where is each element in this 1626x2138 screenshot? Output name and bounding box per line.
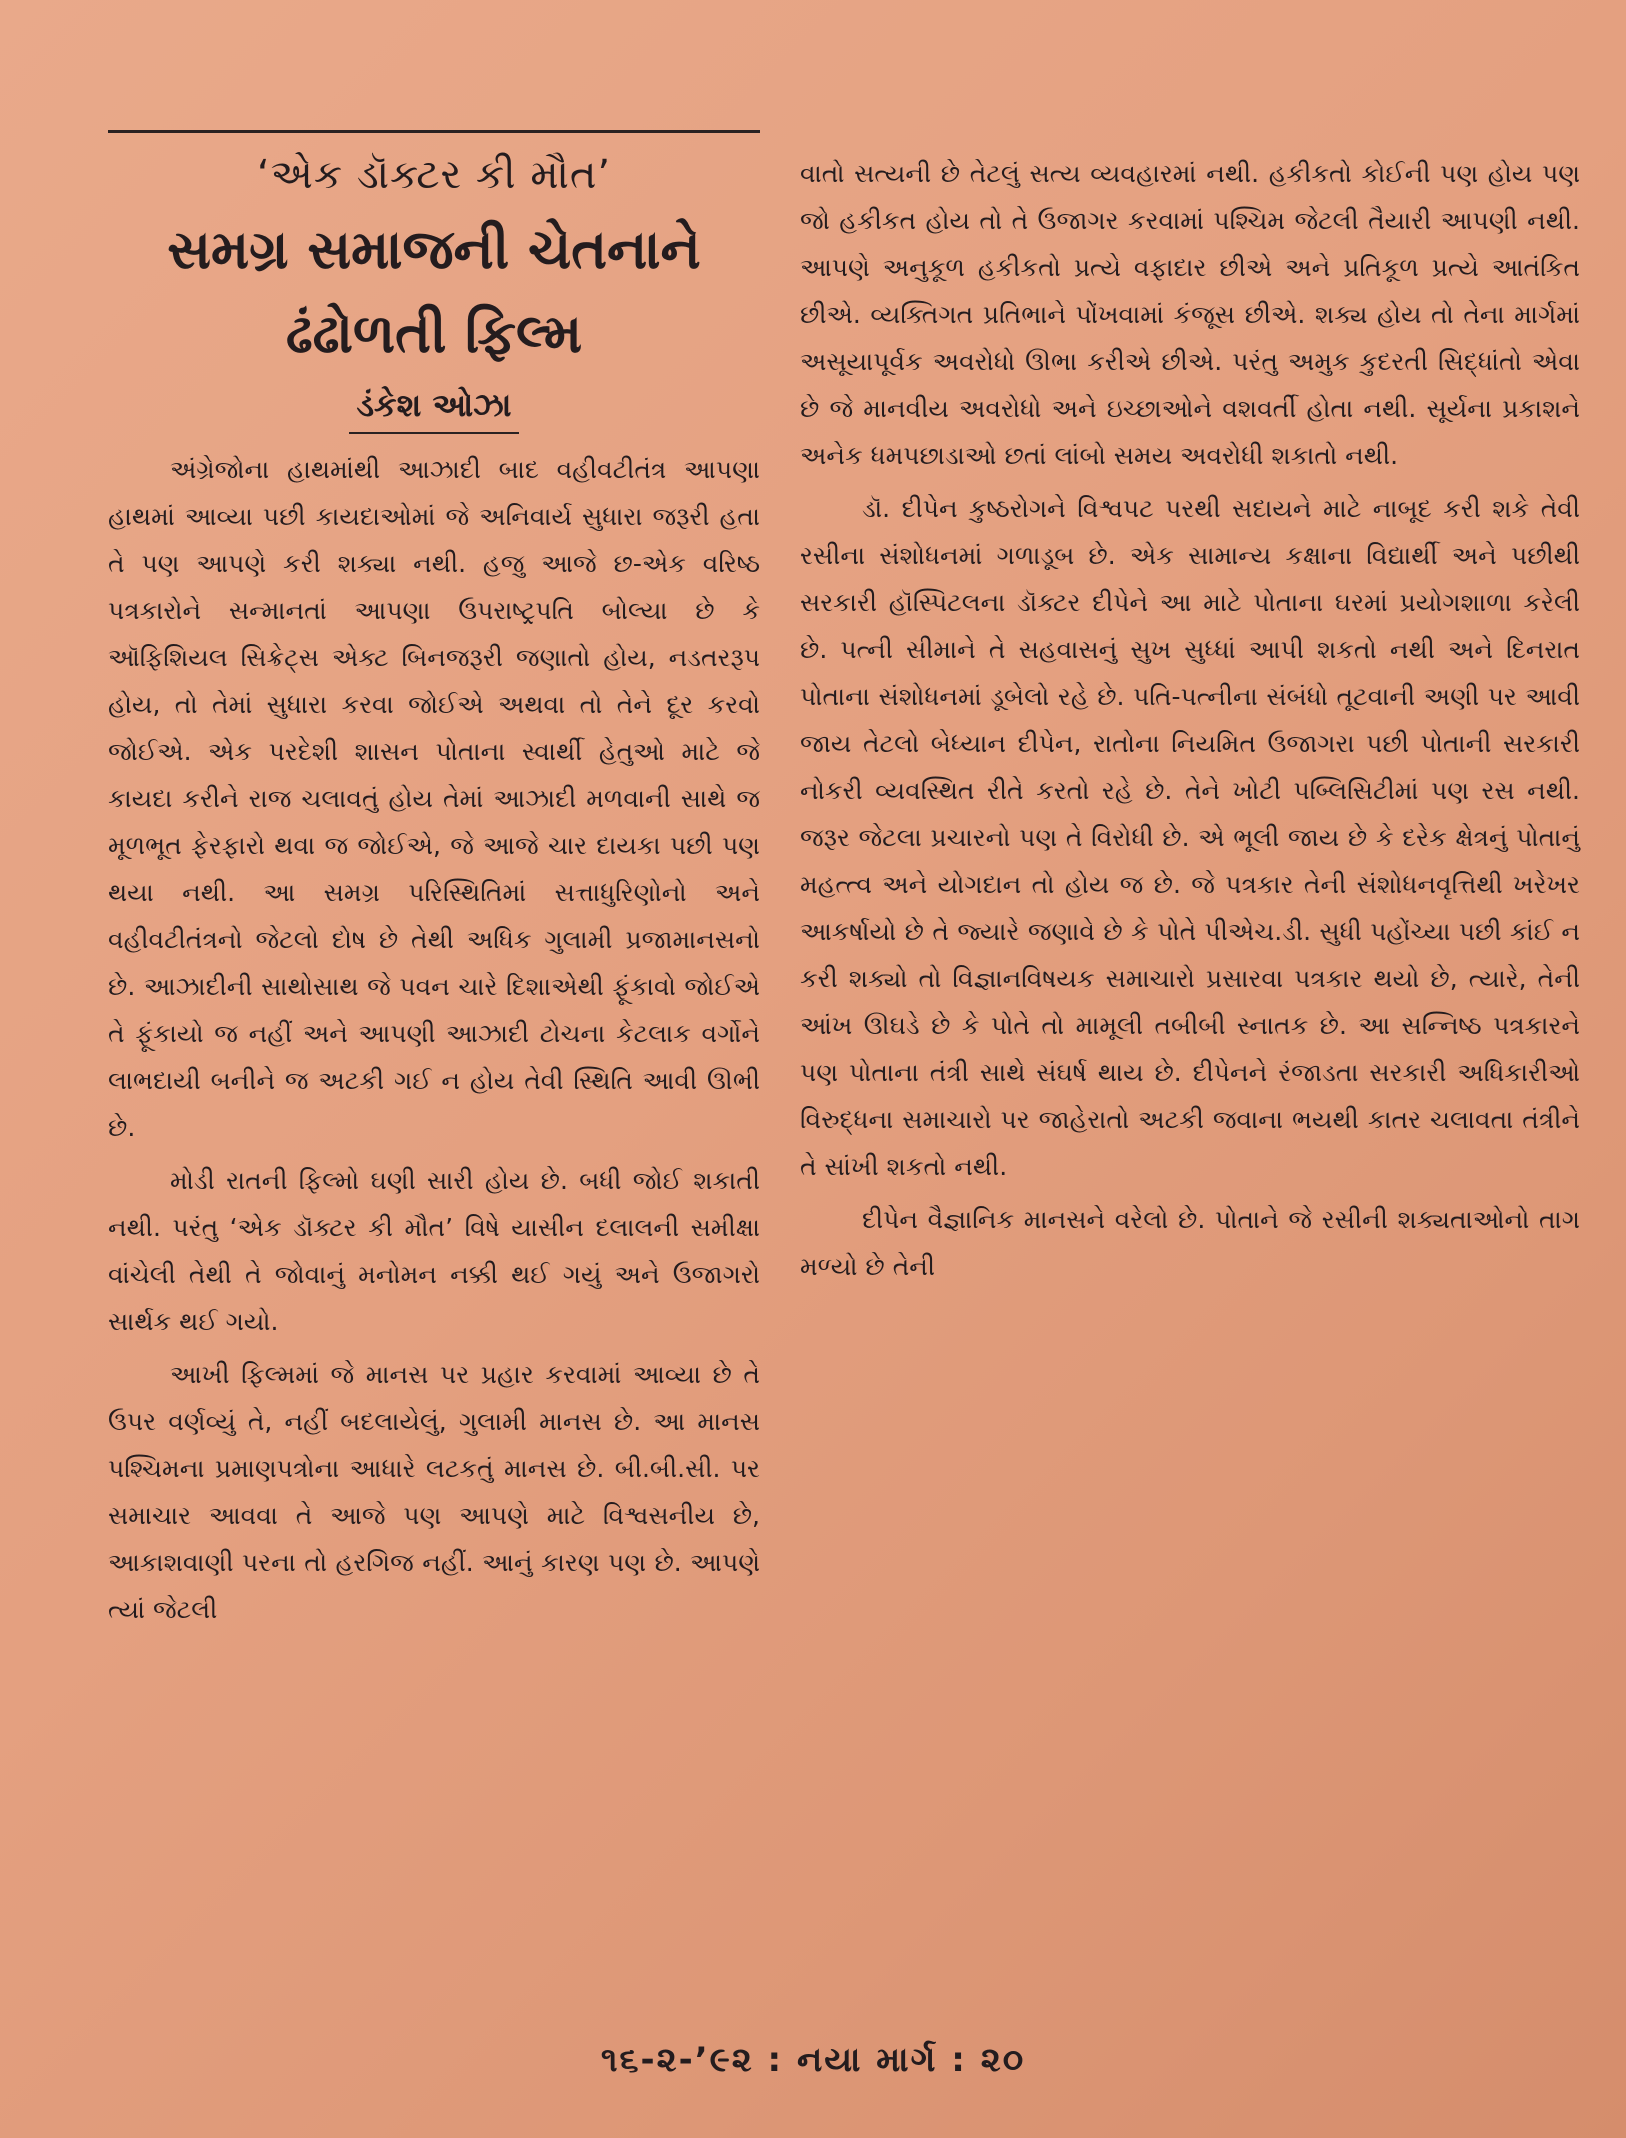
- paragraph: ડૉ. દીપેન કુષ્ઠરોગને વિશ્વપટ પરથી સદાયને માટે નાબૂદ કરી શકે તેવી રસીના સંશોધનમાં ગળાડૂબ છે. એક સામાન્ય કક્ષાના વિદ્યાર્થી અને પછીથી સરકારી હૉસ્પિટલના ડૉક્ટર દીપેને આ માટે પોતાના ઘરમાં પ્રયોગશાળા કરેલી છે. પત્ની સીમાને તે સહવાસનું સુખ સુધ્ધાં આપી શકતો નથી અને દિનરાત પોતાના સંશોધનમાં ડૂબેલો રહે છે. પતિ-પત્નીના સંબંધો તૂટવાની અણી પર આવી જાય તેટલો બેધ્યાન દીપેન, રાતોના નિયમિત ઉજાગરા પછી પોતાની સરકારી નોકરી વ્યવસ્થિત રીતે કરતો રહે છે. તેને ખોટી પબ્લિસિટીમાં પણ રસ નથી. જરૂર જેટલા પ્રચારનો પણ તે વિરોધી છે. એ ભૂલી જાય છે કે દરેક ક્ષેત્રનું પોતાનું મહત્ત્વ અને યોગદાન તો હોય જ છે. જે પત્રકાર તેની સંશોધનવૃત્તિથી ખરેખર આકર્ષાયો છે તે જ્યારે જણાવે છે કે પોતે પીએચ.ડી. સુધી પહોંચ્યા પછી કાંઈ ન કરી શક્યો તો વિજ્ઞાનવિષયક સમાચારો પ્રસારવા પત્રકાર થયો છે, ત્યારે, તેની આંખ ઊઘડે છે કે પોતે તો મામૂલી તબીબી સ્નાતક છે. આ સન્નિષ્ઠ પત્રકારને પણ પોતાના તંત્રી સાથે સંઘર્ષ થાય છે. દીપેનને રંજાડતા સરકારી અધિકારીઓ વિરુદ્ધના સમાચારો પર જાહેરાતો અટકી જવાના ભયથી કાતર ચલાવતા તંત્રીને તે સાંખી શકતો નથી.: [800, 494, 1580, 1181]
- paragraph: દીપેન વૈજ્ઞાનિક માનસને વરેલો છે. પોતાને જે રસીની શક્યતાઓનો તાગ મળ્યો છે તેની: [800, 1205, 1580, 1281]
- page-footer: ૧૬-૨-’૯૨ : નયા માર્ગ : ૨૦: [600, 2040, 1026, 2080]
- paragraph: મોડી રાતની ફિલ્મો ઘણી સારી હોય છે. બધી જોઈ શકાતી નથી. પરંતુ ‘એક ડૉક્ટર કી મૌત’ વિષે યાસીન દલાલની સમીક્ષા વાંચેલી તેથી તે જોવાનું મનોમન નક્કી થઈ ગયું અને ઉજાગરો સાર્થક થઈ ગયો.: [108, 1166, 760, 1336]
- article-kicker: ‘એક ડૉક્ટર કી મૌત’: [256, 152, 612, 198]
- right-column: [800, 150, 1580, 1296]
- headline-line-1: સમગ્ર સમાજની ચેતનાને: [167, 218, 701, 281]
- paragraph: વાતો સત્યની છે તેટલું સત્ય વ્યવહારમાં નથી. હકીકતો કોઈની પણ હોય પણ જો હકીકત હોય તો તે ઉજાગર કરવામાં પશ્ચિમ જેટલી તૈયારી આપણી નથી. આપણે અનુકૂળ હકીકતો પ્રત્યે વફાદાર છીએ અને પ્રતિકૂળ પ્રત્યે આતંકિત છીએ. વ્યક્તિગત પ્રતિભાને પોંખવામાં કંજૂસ છીએ. શક્ય હોય તો તેના માર્ગમાં અસૂયાપૂર્વક અવરોધો ઊભા કરીએ છીએ. પરંતુ અમુક કુદરતી સિદ્ધાંતો એવા છે જે માનવીય અવરોધો અને ઇચ્છાઓને વશવર્તી હોતા નથી. સૂર્યના પ્રકાશને અનેક ધમપછાડાઓ છતાં લાંબો સમય અવરોધી શકાતો નથી.: [800, 159, 1580, 470]
- top-rule: [108, 130, 760, 133]
- byline: ડંકેશ ઓઝા: [356, 386, 512, 424]
- left-column: [108, 146, 760, 1639]
- headline-line-2: ઢંઢોળતી ફિલ્મ: [285, 302, 583, 365]
- byline-rule: [349, 432, 519, 434]
- paragraph: આખી ફિલ્મમાં જે માનસ પર પ્રહાર કરવામાં આવ્યા છે તે ઉપર વર્ણવ્યું તે, નહીં બદલાયેલું, ગુલામી માનસ છે. આ માનસ પશ્ચિમના પ્રમાણપત્રોના આધારે લટકતું માનસ છે. બી.બી.સી. પર સમાચાર આવવા તે આજે પણ આપણે માટે વિશ્વસનીય છે, આકાશવાણી પરના તો હરગિજ નહીં. આનું કારણ પણ છે. આપણે ત્યાં જેટલી: [108, 1360, 760, 1624]
- paragraph: અંગ્રેજોના હાથમાંથી આઝાદી બાદ વહીવટીતંત્ર આપણા હાથમાં આવ્યા પછી કાયદાઓમાં જે અનિવાર્ય સુધારા જરૂરી હતા તે પણ આપણે કરી શક્યા નથી. હજુ આજે છ-એક વરિષ્ઠ પત્રકારોને સન્માનતાં આપણા ઉપરાષ્ટ્રપતિ બોલ્યા છે કે ઑફિશિયલ સિક્રેટ્સ એક્ટ બિનજરૂરી જણાતો હોય, નડતરરૂપ હોય, તો તેમાં સુધારા કરવા જોઈએ અથવા તો તેને દૂર કરવો જોઈએ. એક પરદેશી શાસન પોતાના સ્વાર્થી હેતુઓ માટે જે કાયદા કરીને રાજ ચલાવતું હોય તેમાં આઝાદી મળવાની સાથે જ મૂળભૂત ફેરફારો થવા જ જોઈએ, જે આજે ચાર દાયકા પછી પણ થયા નથી. આ સમગ્ર પરિસ્થિતિમાં સત્તાધુરિણોનો અને વહીવટીતંત્રનો જેટલો દોષ છે તેથી અધિક ગુલામી પ્રજામાનસનો છે. આઝાદીની સાથોસાથ જે પવન ચારે દિશાએથી ફૂંકાવો જોઈએ તે ફૂંકાયો જ નહીં અને આપણી આઝાદી ટોચના કેટલાક વર્ગોને લાભદાયી બનીને જ અટકી ગઈ ન હોય તેવી સ્થિતિ આવી ઊભી છે.: [108, 455, 760, 1142]
